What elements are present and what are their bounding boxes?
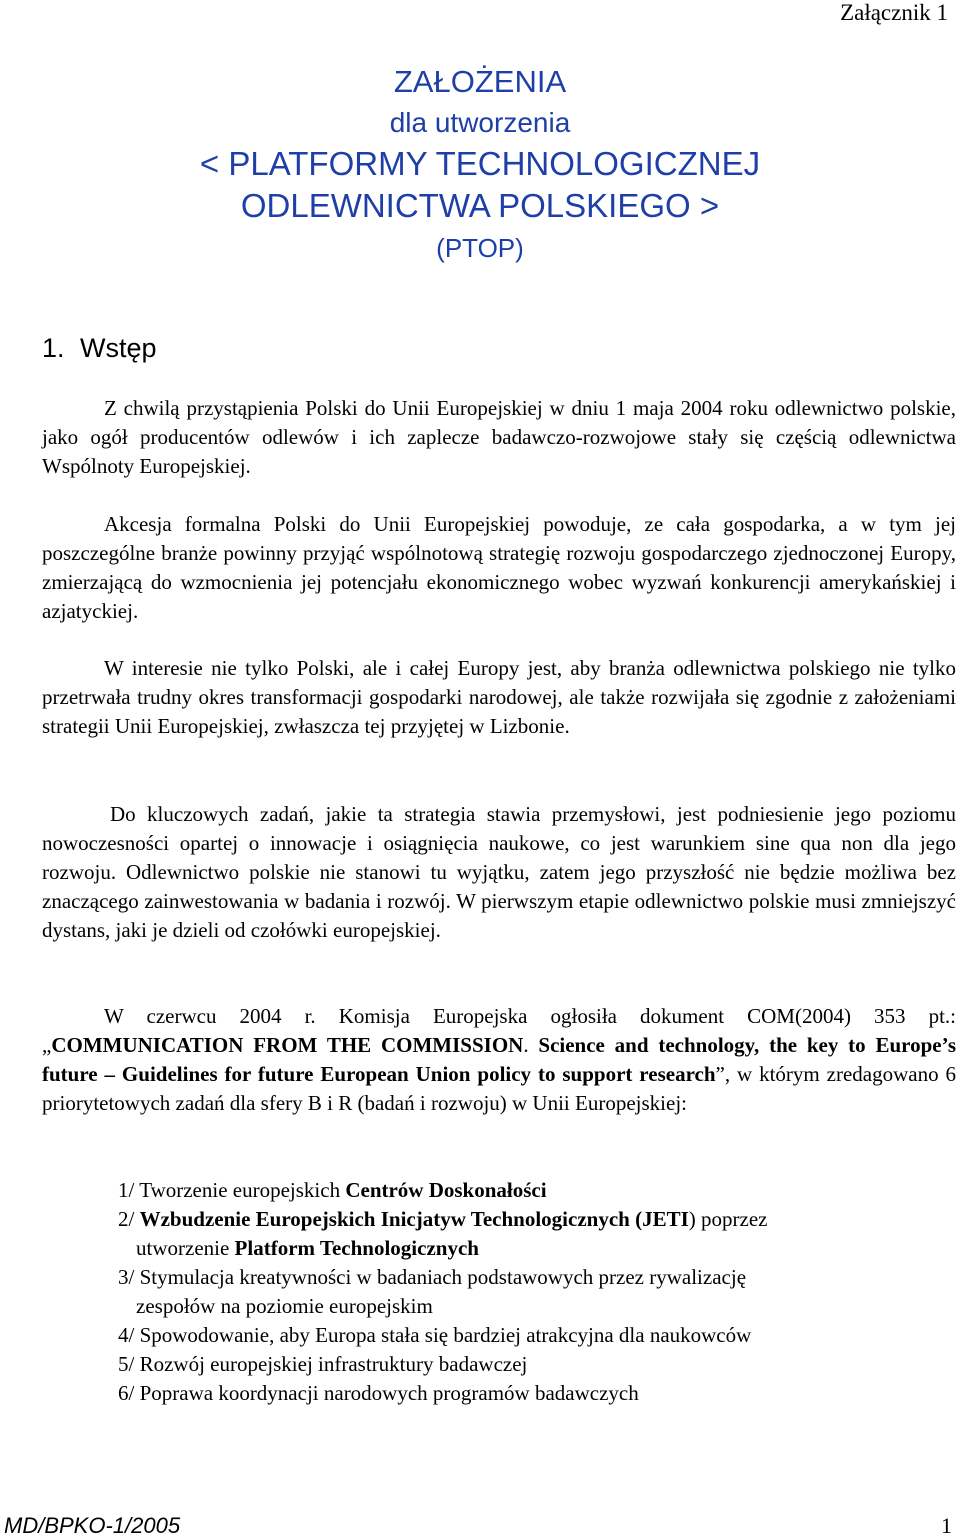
paragraph-1-text: Z chwilą przystąpienia Polski do Unii Europejskiej w dniu 1 maja 2004 roku odlewnictwo polskie, jako ogół producentów odlewów i ich zaplecze badawczo-rozwojowe stały się częścią odlewnictwa Wspólnoty Europejskiej. xyxy=(42,396,956,478)
footer-page-number: 1 xyxy=(941,1513,952,1538)
list-item xyxy=(118,1205,767,1263)
paragraph-5-bold-subtitle: Science and technology, the key to Europe’s future – Guidelines for future European Union policy to support research xyxy=(42,1033,957,1086)
section-number: 1. xyxy=(42,333,65,363)
list-item xyxy=(118,1176,767,1205)
footer-document-code: MD/BPKO-1/2005 xyxy=(4,1513,181,1538)
list-item-bold: Wzbudzenie Europejskich Inicjatyw Technologicznych (JETI xyxy=(139,1207,689,1231)
list-item-bold: Centrów Doskonałości xyxy=(345,1178,547,1202)
list-item: 6/ Poprawa koordynacji narodowych programów badawczych xyxy=(118,1381,639,1405)
list-item-text: utworzenie xyxy=(136,1236,235,1260)
section-heading xyxy=(42,331,157,365)
paragraph-5 xyxy=(42,1002,956,1118)
paragraph-3 xyxy=(42,654,956,741)
paragraph-4-text: Do kluczowych zadań, jakie ta strategia stawia przemysłowi, jest podniesienie jego poziomu nowoczesności opartej o innowacje i osiągnięcia naukowe, co jest warunkiem sine qua non dla jego rozwoju. Odlewnictwo polskie nie stanowi tu wyjątku, zatem jego przyszłość nie będzie możliwa bez znaczącego zainwestowania w badania i rozwój. W pierwszym etapie odlewnictwo polskie musi zmniejszyć dystans, jaki je dzieli od czołówki europejskiej. xyxy=(42,802,956,942)
title-line-5: (PTOP) xyxy=(436,233,524,263)
list-item-text: ) poprzez xyxy=(688,1207,768,1231)
title-line-3: < PLATFORMY TECHNOLOGICZNEJ xyxy=(199,145,761,182)
paragraph-5-text-c: . xyxy=(523,1033,539,1057)
paragraph-4 xyxy=(42,800,956,945)
title-line-2: dla utworzenia xyxy=(389,107,571,138)
list-item-text: 1/ Tworzenie europejskich xyxy=(118,1178,346,1202)
list-item-text: 2/ xyxy=(118,1207,140,1231)
list-item xyxy=(118,1263,767,1321)
paragraph-2-text: Akcesja formalna Polski do Unii Europejskiej powoduje, ze cała gospodarka, a w tym jej poszczególne branże powinny przyjąć wspólnotową strategię rozwoju gospodarczego zjednoczonej Europy, zmierzającą do wzmocnienia jej potencjału ekonomicznego wobec wyzwań konkurencji amerykańskiej i azjatyckiej. xyxy=(42,512,956,623)
paragraph-2 xyxy=(42,510,956,626)
paragraph-1 xyxy=(42,394,956,481)
list-item-continuation xyxy=(118,1234,767,1263)
list-item: 5/ Rozwój europejskiej infrastruktury badawczej xyxy=(118,1352,528,1376)
title-line-1: ZAŁOŻENIA xyxy=(393,64,567,99)
title-line-4: ODLEWNICTWA POLSKIEGO > xyxy=(240,187,720,224)
annex-label: Załącznik 1 xyxy=(840,0,948,25)
list-item-bold: Platform Technologicznych xyxy=(234,1236,479,1260)
priority-list xyxy=(118,1176,767,1408)
paragraph-3-text: W interesie nie tylko Polski, ale i całej Europy jest, aby branża odlewnictwa polskiego nie tylko przetrwała trudny okres transformacji gospodarki narodowej, ale także rozwijała się zgodnie z założeniami strategii Unii Europejskiej, zwłaszcza tej przyjętej w Lizbonie. xyxy=(42,656,956,738)
section-title: Wstęp xyxy=(80,333,157,363)
paragraph-5-bold-title: COMMUNICATION FROM THE COMMISSION xyxy=(51,1033,524,1057)
paragraph-5-text-a: W czerwcu 2004 r. Komisja Europejska ogłosiła dokument COM(2004) 353 pt.: „ xyxy=(42,1004,956,1057)
list-item: 4/ Spowodowanie, aby Europa stała się bardziej atrakcyjna dla naukowców xyxy=(118,1323,752,1347)
list-item-text: 3/ Stymulacja kreatywności w badaniach podstawowych przez rywalizację xyxy=(118,1265,747,1289)
list-item-continuation: zespołów na poziomie europejskim xyxy=(136,1294,433,1318)
paragraph-5-text-e: ”, w którym zredagowano 6 priorytetowych zadań dla sfery B i R (badań i rozwoju) w Unii Europejskiej: xyxy=(42,1062,957,1115)
